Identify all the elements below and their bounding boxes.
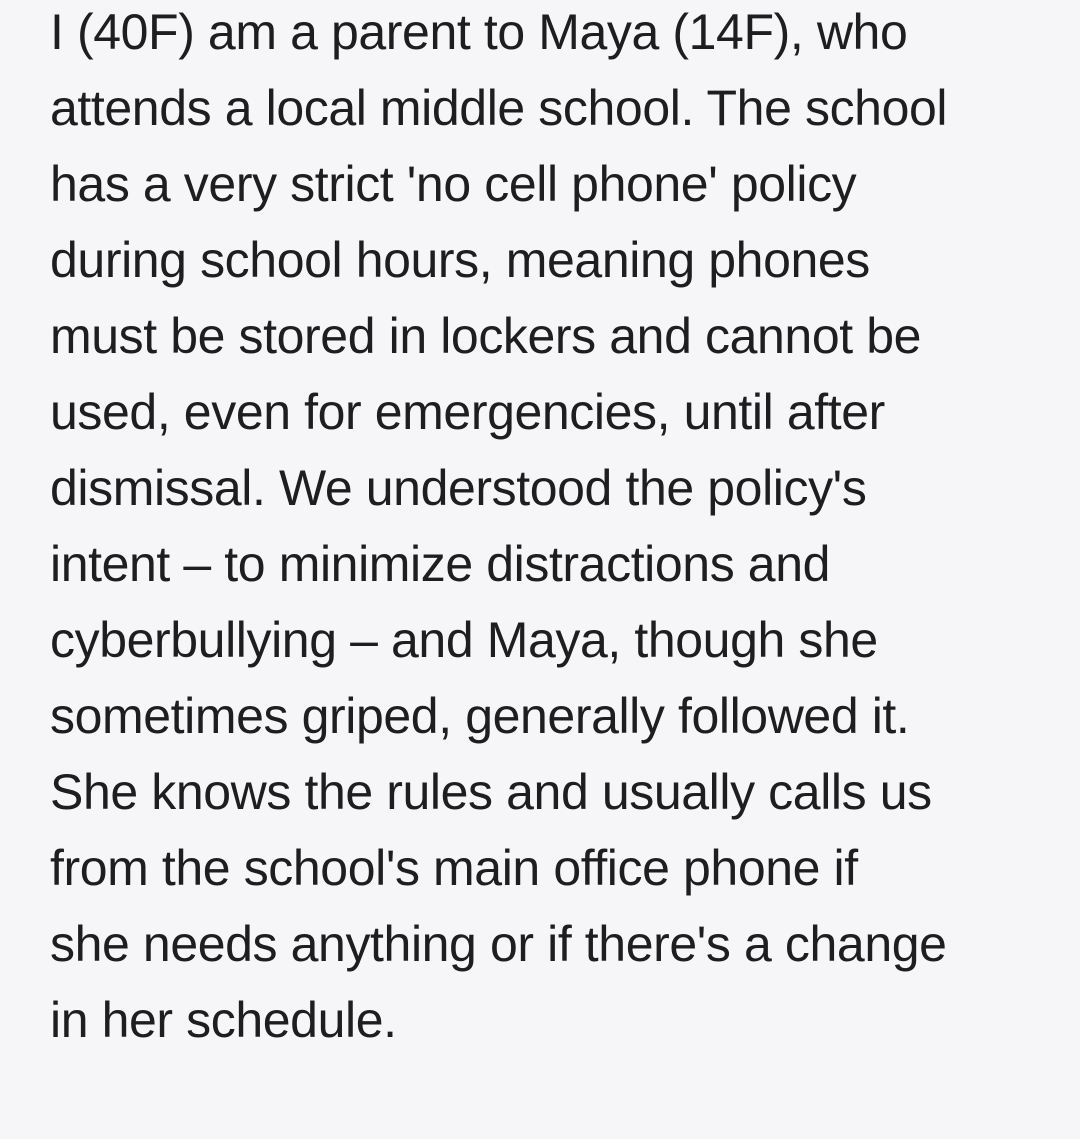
text-line: attends a local middle school. The school [50,80,948,136]
text-line: she needs anything or if there's a change [50,916,947,972]
text-line: dismissal. We understood the policy's [50,460,867,516]
text-line: intent – to minimize distractions and [50,536,831,592]
text-line: during school hours, meaning phones [50,232,870,288]
text-line: I (40F) am a parent to Maya (14F), who [50,4,908,60]
text-line: has a very strict 'no cell phone' policy [50,156,857,212]
text-line: cyberbullying – and Maya, though she [50,612,878,668]
text-line: She knows the rules and usually calls us [50,764,932,820]
text-line: in her schedule. [50,992,397,1048]
text-line: sometimes griped, generally followed it. [50,688,910,744]
text-line: from the school's main office phone if [50,840,858,896]
text-line: used, even for emergencies, until after [50,384,885,440]
text-line: must be stored in lockers and cannot be [50,308,922,364]
